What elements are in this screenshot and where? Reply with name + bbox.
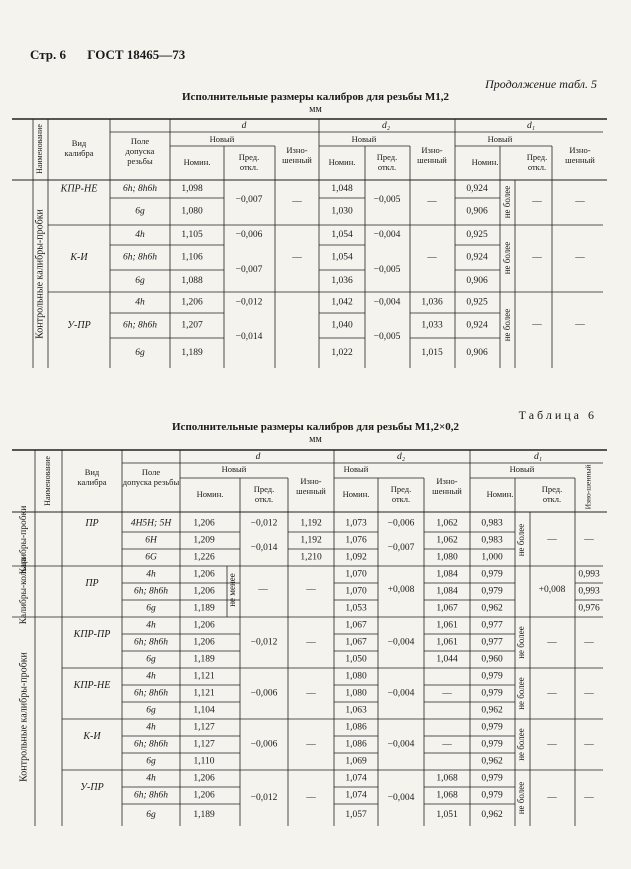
header-nomin: Номин.	[183, 156, 211, 167]
vid-kalibra: ПР	[85, 577, 99, 589]
pole-dopuska: 4h	[146, 773, 156, 784]
d1-iznoshenny: 0,993	[578, 569, 600, 580]
group-label: Калибры-пробки	[19, 505, 30, 575]
d-nomin: 1,206	[193, 586, 215, 597]
header-naimenovanie: Наименование	[42, 456, 52, 506]
d-nomin: 1,206	[193, 790, 215, 801]
header-iznoshenny: шенный	[565, 154, 595, 165]
d-nomin: 1,206	[193, 773, 215, 784]
d2-pred-otkl: −0,004	[387, 793, 415, 804]
dash: —	[427, 253, 437, 264]
d1-nomin: 0,906	[466, 348, 488, 359]
d-nomin: 1,189	[193, 810, 215, 821]
header-nomin: Номин.	[196, 488, 224, 499]
table6-title: Исполнительные размеры калибров для резьбы М1,2×0,2	[172, 421, 459, 433]
note-ne-bolee: не более	[516, 728, 527, 761]
d2-iznoshenny: 1,067	[436, 603, 458, 614]
header-iznoshenny: Изно-шенный	[583, 464, 593, 510]
d2-iznoshenny: 1,061	[436, 620, 458, 631]
header-d2: d₂	[396, 452, 406, 463]
d1-nomin: 0,906	[466, 276, 488, 287]
vid-kalibra: К-И	[70, 251, 88, 263]
header-pole-dopuska: резьбы	[127, 155, 153, 166]
d2-iznoshenny: 1,036	[421, 297, 443, 308]
dash: —	[547, 535, 557, 546]
d2-pred-otkl: −0,005	[373, 265, 401, 276]
pole-dopuska: 4H5H; 5H	[130, 518, 172, 529]
header-d: d	[255, 452, 261, 463]
d1-iznoshenny: 0,976	[578, 603, 600, 614]
vid-kalibra: КПР-ПР	[73, 628, 111, 640]
dash: —	[584, 688, 594, 699]
header-pred-otkl: откл.	[254, 493, 274, 504]
dash: —	[575, 320, 585, 331]
note-ne-bolee: не более	[516, 781, 527, 815]
d2-iznoshenny: 1,044	[436, 654, 458, 665]
dash: —	[575, 197, 585, 208]
header-iznoshenny: шенный	[282, 154, 312, 165]
header-vid-kalibra: калибра	[77, 476, 107, 487]
d2-pred-otkl: −0,006	[387, 518, 415, 529]
header-vid-kalibra: калибра	[64, 147, 94, 158]
d2-nomin: 1,073	[345, 518, 367, 529]
header-new: Новый	[221, 463, 247, 474]
note-ne-bolee: не более	[502, 308, 513, 342]
header-new: Новый	[351, 133, 377, 144]
dash: —	[442, 688, 452, 699]
d2-pred-otkl: −0,005	[373, 332, 401, 343]
note-ne-bolee: не более	[516, 626, 527, 659]
vid-kalibra: КПР-НЕ	[73, 679, 111, 691]
pole-dopuska: 6g	[135, 206, 145, 217]
d-nomin: 1,189	[193, 654, 215, 665]
header-vid-kalibra: Вид	[84, 466, 100, 477]
header-iznoshenny: Изно-	[421, 144, 443, 155]
d2-iznoshenny: 1,061	[436, 637, 458, 648]
dash: —	[306, 793, 316, 804]
header-pred-otkl: Пред.	[253, 483, 275, 494]
page-number: Стр. 6	[30, 47, 66, 62]
d2-pred-otkl: −0,004	[387, 739, 415, 750]
header-new: Новый	[487, 133, 513, 144]
group-label: Контрольные калибры-пробки	[18, 652, 30, 782]
pole-dopuska: 6g	[146, 756, 156, 767]
d2-nomin: 1,074	[345, 790, 367, 801]
header-nomin: Номин.	[471, 156, 499, 167]
d2-nomin: 1,054	[331, 252, 353, 263]
d1-pred-otkl: +0,008	[538, 585, 566, 596]
pole-dopuska: 6g	[146, 654, 156, 665]
d2-iznoshenny: 1,015	[421, 348, 443, 359]
d-nomin: 1,207	[181, 320, 203, 331]
d-nomin: 1,189	[193, 603, 215, 614]
pole-dopuska: 6h; 8h6h	[133, 790, 169, 801]
header-pred-otkl: откл.	[239, 161, 259, 172]
dash: —	[532, 253, 542, 264]
header-new: Новый	[509, 463, 535, 474]
dash: —	[442, 739, 452, 750]
note-ne-bolee: не более	[502, 241, 513, 275]
d1-nomin: 0,983	[481, 535, 503, 546]
d1-nomin: 0,962	[481, 603, 503, 614]
vid-kalibra: У-ПР	[80, 781, 104, 793]
pole-dopuska: 6h; 8h6h	[133, 637, 169, 648]
dash: —	[306, 739, 316, 750]
dash: —	[584, 739, 594, 750]
d-nomin: 1,189	[181, 348, 203, 359]
pole-dopuska: 6h; 8h6h	[133, 586, 169, 597]
d-nomin: 1,080	[181, 206, 203, 217]
d2-iznoshenny: 1,068	[436, 790, 458, 801]
d1-nomin: 0,924	[466, 184, 488, 195]
d2-nomin: 1,069	[345, 756, 367, 767]
pole-dopuska: 6g	[146, 705, 156, 716]
d-nomin: 1,104	[193, 705, 215, 716]
header-pred-otkl: откл.	[377, 161, 397, 172]
d1-nomin: 0,979	[481, 773, 503, 784]
d1-nomin: 0,962	[481, 810, 503, 821]
pole-dopuska: 4h	[135, 297, 145, 308]
dash: —	[532, 320, 542, 331]
header-nomin: Номин.	[486, 488, 514, 499]
d1-nomin: 0,924	[466, 252, 488, 263]
d2-pred-otkl: −0,004	[387, 688, 415, 699]
header-d2: d₂	[381, 121, 391, 132]
pole-dopuska: 6h; 8h6h	[122, 184, 158, 195]
d1-nomin: 0,960	[481, 654, 503, 665]
d2-pred-otkl: −0,004	[373, 297, 401, 308]
table-5	[12, 119, 607, 368]
d1-nomin: 0,977	[481, 620, 503, 631]
d2-nomin: 1,074	[345, 773, 367, 784]
dash: —	[292, 197, 302, 208]
d2-nomin: 1,050	[345, 654, 367, 665]
header-pole-dopuska: допуска резьбы	[122, 476, 180, 487]
pole-dopuska: 6g	[135, 276, 145, 287]
header-pred-otkl: откл.	[391, 493, 411, 504]
pole-dopuska: 6h; 8h6h	[133, 739, 169, 750]
dash: —	[547, 793, 557, 804]
pole-dopuska: 4h	[146, 671, 156, 682]
d2-nomin: 1,048	[331, 184, 353, 195]
d2-nomin: 1,070	[345, 586, 367, 597]
d-nomin: 1,127	[193, 722, 215, 733]
d2-nomin: 1,086	[345, 739, 367, 750]
header-iznoshenny: Изно-	[286, 144, 308, 155]
d-nomin: 1,088	[181, 276, 203, 287]
d2-nomin: 1,086	[345, 722, 367, 733]
dash: —	[575, 253, 585, 264]
vid-kalibra: У-ПР	[67, 319, 91, 331]
d1-nomin: 0,924	[466, 320, 488, 331]
header-pole-dopuska: допуска	[125, 145, 155, 156]
note-ne-bolee: не более	[516, 523, 527, 557]
d-nomin: 1,206	[193, 637, 215, 648]
d1-nomin: 0,977	[481, 637, 503, 648]
pole-dopuska: 6h; 8h6h	[122, 252, 158, 263]
d-nomin: 1,098	[181, 184, 203, 195]
vid-kalibra: К-И	[83, 730, 101, 742]
d2-iznoshenny: 1,062	[436, 518, 458, 529]
d2-nomin: 1,057	[345, 810, 367, 821]
d2-pred-otkl: −0,004	[387, 637, 415, 648]
pole-dopuska: 4h	[146, 620, 156, 631]
d-pred-otkl: −0,006	[250, 688, 278, 699]
d-nomin: 1,105	[181, 230, 203, 241]
d2-nomin: 1,070	[345, 569, 367, 580]
d2-nomin: 1,076	[345, 535, 367, 546]
d1-nomin: 0,983	[481, 518, 503, 529]
dash: —	[584, 535, 594, 546]
header-pred-otkl: Пред.	[238, 151, 260, 162]
table6-label: Таблица 6	[518, 408, 597, 422]
d2-nomin: 1,042	[331, 297, 353, 308]
vid-kalibra: ПР	[85, 517, 99, 529]
header-iznoshenny: шенный	[432, 485, 462, 496]
d2-nomin: 1,063	[345, 705, 367, 716]
d1-nomin: 0,925	[466, 230, 488, 241]
note-ne-bolee: не более	[502, 185, 513, 219]
d-pred-otkl: −0,007	[235, 265, 263, 276]
d-iznoshenny: 1,192	[300, 535, 322, 546]
header-pred-otkl: Пред.	[541, 483, 563, 494]
dash: —	[292, 253, 302, 264]
d2-nomin: 1,092	[345, 552, 367, 563]
header-d: d	[241, 121, 247, 132]
header-pred-otkl: откл.	[542, 493, 562, 504]
pole-dopuska: 6H	[145, 535, 157, 546]
pole-dopuska: 6g	[146, 810, 156, 821]
dash: —	[584, 793, 594, 804]
header-pred-otkl: Пред.	[376, 151, 398, 162]
d2-iznoshenny: 1,033	[421, 320, 443, 331]
d-iznoshenny: 1,210	[300, 552, 322, 563]
d2-iznoshenny: 1,068	[436, 773, 458, 784]
d-pred-otkl: −0,012	[250, 637, 278, 648]
d2-nomin: 1,036	[331, 276, 353, 287]
d-iznoshenny: 1,192	[300, 518, 322, 529]
header-pole-dopuska: Поле	[130, 135, 150, 146]
d-pred-otkl: −0,012	[235, 297, 263, 308]
table-6	[12, 450, 607, 826]
d-nomin: 1,226	[193, 552, 215, 563]
d-pred-otkl: −0,014	[250, 543, 278, 554]
dash: —	[306, 637, 316, 648]
header-iznoshenny: Изно-	[436, 475, 458, 486]
d2-nomin: 1,054	[331, 230, 353, 241]
pole-dopuska: 6g	[135, 348, 145, 359]
d-nomin: 1,209	[193, 535, 215, 546]
pole-dopuska: 4h	[135, 230, 145, 241]
table5-unit: мм	[309, 104, 322, 115]
header-vid-kalibra: Вид	[71, 137, 87, 148]
d1-iznoshenny: 0,993	[578, 586, 600, 597]
d-pred-otkl: −0,007	[235, 195, 263, 206]
d-nomin: 1,121	[193, 688, 215, 699]
dash: —	[547, 637, 557, 648]
d-nomin: 1,121	[193, 671, 215, 682]
d1-nomin: 0,962	[481, 705, 503, 716]
dash: —	[584, 637, 594, 648]
d2-nomin: 1,067	[345, 637, 367, 648]
header-pred-otkl: Пред.	[526, 151, 548, 162]
dash: —	[532, 197, 542, 208]
vid-kalibra: КПР-НЕ	[60, 183, 98, 195]
header-d1: d₁	[526, 121, 536, 132]
d2-nomin: 1,053	[345, 603, 367, 614]
d-nomin: 1,127	[193, 739, 215, 750]
d-pred-otkl: −0,006	[250, 739, 278, 750]
gost-number: ГОСТ 18465—73	[87, 47, 186, 62]
d1-nomin: 0,979	[481, 671, 503, 682]
header-pole-dopuska: Поле	[141, 466, 161, 477]
d2-nomin: 1,067	[345, 620, 367, 631]
header-iznoshenny: Изно-	[300, 475, 322, 486]
pole-dopuska: 4h	[146, 722, 156, 733]
pole-dopuska: 4h	[146, 569, 156, 580]
d1-nomin: 0,979	[481, 790, 503, 801]
dash: —	[306, 688, 316, 699]
d1-nomin: 0,979	[481, 722, 503, 733]
d2-iznoshenny: 1,062	[436, 535, 458, 546]
d1-nomin: 1,000	[481, 552, 503, 563]
group-label: Калибры-кольца	[19, 557, 30, 625]
d1-nomin: 0,979	[481, 569, 503, 580]
d2-pred-otkl: −0,007	[387, 543, 415, 554]
d-nomin: 1,206	[193, 620, 215, 631]
pole-dopuska: 6h; 8h6h	[122, 320, 158, 331]
header-new: Новый	[209, 133, 235, 144]
header-nomin: Номин.	[342, 488, 370, 499]
d2-pred-otkl: −0,005	[373, 195, 401, 206]
d1-nomin: 0,962	[481, 756, 503, 767]
table6-unit: мм	[309, 434, 322, 445]
header-d1: d₁	[533, 452, 543, 463]
pole-dopuska: 6g	[146, 603, 156, 614]
dash: —	[258, 585, 268, 596]
d2-iznoshenny: 1,084	[436, 586, 458, 597]
d2-iznoshenny: 1,051	[436, 810, 458, 821]
header-nomin: Номин.	[328, 156, 356, 167]
continuation-note: Продолжение табл. 5	[485, 77, 597, 91]
d2-nomin: 1,030	[331, 206, 353, 217]
dash: —	[306, 585, 316, 596]
d2-pred-otkl: +0,008	[387, 585, 415, 596]
header-new: Новый	[343, 463, 369, 474]
d-pred-otkl: −0,006	[235, 230, 263, 241]
d1-nomin: 0,906	[466, 206, 488, 217]
note-ne-menee: не менее	[227, 573, 238, 607]
header-iznoshenny: Изно-	[569, 144, 591, 155]
d1-nomin: 0,979	[481, 739, 503, 750]
d2-nomin: 1,040	[331, 320, 353, 331]
d2-nomin: 1,022	[331, 348, 353, 359]
d2-iznoshenny: 1,084	[436, 569, 458, 580]
dash: —	[547, 688, 557, 699]
header-naimenovanie: Наименование	[34, 124, 44, 174]
group-label: Контрольные калибры-пробки	[34, 209, 46, 339]
header-iznoshenny: шенный	[417, 154, 447, 165]
d-nomin: 1,106	[181, 252, 203, 263]
note-ne-bolee: не более	[516, 677, 527, 710]
pole-dopuska: 6G	[145, 552, 157, 563]
d-nomin: 1,206	[181, 297, 203, 308]
d1-nomin: 0,979	[481, 586, 503, 597]
d-pred-otkl: −0,012	[250, 793, 278, 804]
pole-dopuska: 6h; 8h6h	[133, 688, 169, 699]
d2-iznoshenny: 1,080	[436, 552, 458, 563]
d1-nomin: 0,979	[481, 688, 503, 699]
dash: —	[547, 739, 557, 750]
d-nomin: 1,206	[193, 518, 215, 529]
table5-title: Исполнительные размеры калибров для резьбы М1,2	[182, 91, 449, 103]
d2-nomin: 1,080	[345, 688, 367, 699]
header-pred-otkl: откл.	[527, 161, 547, 172]
header-pred-otkl: Пред.	[390, 483, 412, 494]
d-pred-otkl: −0,012	[250, 518, 278, 529]
d2-pred-otkl: −0,004	[373, 230, 401, 241]
header-iznoshenny: шенный	[296, 485, 326, 496]
d2-nomin: 1,080	[345, 671, 367, 682]
d-nomin: 1,110	[193, 756, 215, 767]
d1-nomin: 0,925	[466, 297, 488, 308]
d-pred-otkl: −0,014	[235, 332, 263, 343]
dash: —	[427, 197, 437, 208]
d-nomin: 1,206	[193, 569, 215, 580]
